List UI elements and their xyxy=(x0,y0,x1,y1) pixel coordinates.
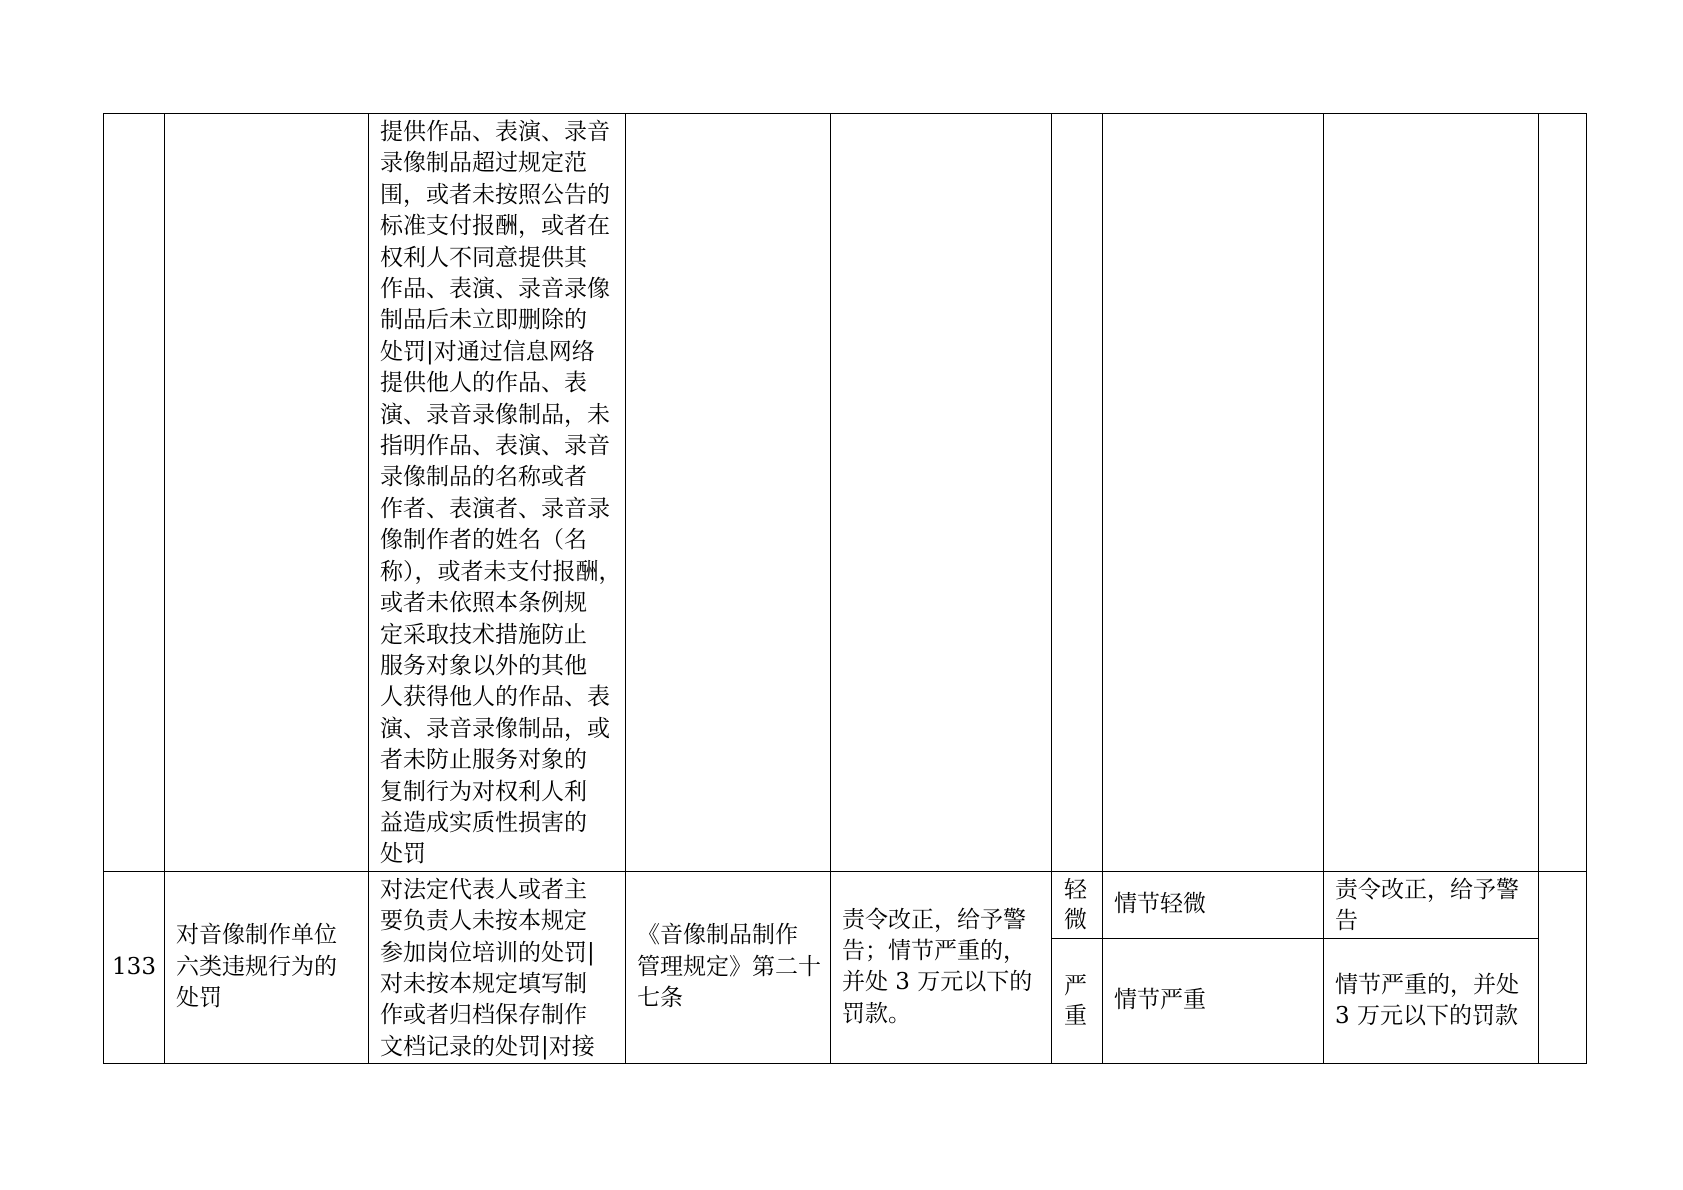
text-line: 演、录音录像制品，未 xyxy=(380,401,610,428)
text-line: 提供他人的作品、表 xyxy=(380,370,587,397)
text-line: 《音像制品制作 xyxy=(637,922,798,949)
text-line: 告 xyxy=(1335,908,1358,935)
text-line: 制品后未立即删除的 xyxy=(380,307,587,334)
standard-cell xyxy=(1324,114,1539,872)
text-line: 像制作者的姓名（名 xyxy=(380,527,587,554)
text-line: 对法定代表人或者主 xyxy=(380,876,587,903)
standard-cell-minor xyxy=(1324,871,1539,938)
penalty-standard-table xyxy=(103,113,1587,1064)
text-line: 对未按本规定填写制 xyxy=(380,970,587,997)
text-line: 演、录音录像制品，或 xyxy=(380,715,610,742)
text-line: 罚款。 xyxy=(842,1000,911,1027)
level-text xyxy=(1052,875,1102,935)
table-row-continued xyxy=(104,114,1587,872)
text-line: 定采取技术措施防止 xyxy=(380,621,587,648)
level-text xyxy=(1052,971,1102,1031)
text-line: 作品、表演、录音录像 xyxy=(380,276,610,303)
text-line: 重 xyxy=(1064,1003,1087,1030)
text-line: 六类违规行为的 xyxy=(176,953,337,980)
text-line: 权利人不同意提供其 xyxy=(380,244,587,271)
standard-text xyxy=(1324,970,1538,1033)
circumstance-cell-minor xyxy=(1103,871,1324,938)
penalty-cell xyxy=(831,871,1052,1063)
text-line: 七条 xyxy=(637,985,683,1012)
basis-text xyxy=(626,920,830,1014)
violation-text xyxy=(369,872,625,1063)
text-line: 3 万元以下的罚款 xyxy=(1335,1003,1518,1030)
text-line: 提供作品、表演、录音 xyxy=(380,119,610,145)
number-cell xyxy=(104,871,165,1063)
text-line: 围，或者未按照公告的 xyxy=(380,181,610,208)
text-line: 录像制品超过规定范 xyxy=(380,150,587,177)
text-line: 标准支付报酬，或者在 xyxy=(380,213,610,240)
circumstance-text: 情节严重 xyxy=(1114,987,1206,1014)
standard-text xyxy=(1324,872,1538,938)
text-line: 对音像制作单位 xyxy=(176,922,337,949)
item-text xyxy=(165,920,368,1014)
violation-cell xyxy=(369,114,626,872)
text-line: 录像制品的名称或者 xyxy=(380,464,587,491)
text-line: 要负责人未按本规定 xyxy=(380,908,587,935)
text-line: 告；情节严重的， xyxy=(842,938,1026,965)
standard-cell-serious xyxy=(1324,939,1539,1064)
number-cell xyxy=(104,114,165,872)
text-line: 或者未依照本条例规 xyxy=(380,590,587,617)
item-cell xyxy=(165,114,369,872)
circumstance-text: 情节轻微 xyxy=(1114,891,1206,918)
text-line: 益造成实质性损害的 xyxy=(380,809,587,836)
remark-cell xyxy=(1539,114,1587,872)
basis-cell xyxy=(626,114,831,872)
level-cell xyxy=(1052,114,1103,872)
text-line: 指明作品、表演、录音 xyxy=(380,433,610,460)
text-line: 处罚 xyxy=(380,841,426,868)
text-line: 参加岗位培训的处罚| xyxy=(380,939,595,966)
text-line: 复制行为对权利人利 xyxy=(380,778,587,805)
table-row-133 xyxy=(104,871,1587,938)
violation-text xyxy=(369,114,625,871)
text-line: 责令改正，给予警 xyxy=(842,906,1026,933)
violation-cell xyxy=(369,871,626,1063)
text-line: 严 xyxy=(1064,973,1087,1000)
circumstance-cell xyxy=(1103,114,1324,872)
level-cell-minor xyxy=(1052,871,1103,938)
text-line: 文档记录的处罚|对接 xyxy=(380,1033,595,1060)
item-cell xyxy=(165,871,369,1063)
text-line: 责令改正，给予警 xyxy=(1335,876,1519,903)
text-line: 微 xyxy=(1064,906,1087,933)
remark-cell xyxy=(1539,871,1587,1063)
text-line: 作或者归档保存制作 xyxy=(380,1002,587,1029)
row-number: 133 xyxy=(112,953,156,980)
basis-cell xyxy=(626,871,831,1063)
text-line: 服务对象以外的其他 xyxy=(380,652,587,679)
text-line: 轻 xyxy=(1064,876,1087,903)
text-line: 处罚 xyxy=(176,985,222,1012)
text-line: 处罚|对通过信息网络 xyxy=(380,338,595,365)
level-cell-serious xyxy=(1052,939,1103,1064)
text-line: 称），或者未支付报酬， xyxy=(380,558,622,585)
text-line: 作者、表演者、录音录 xyxy=(380,495,610,522)
text-line: 者未防止服务对象的 xyxy=(380,747,587,774)
penalty-text xyxy=(831,905,1051,1031)
text-line: 管理规定》第二十 xyxy=(637,953,821,980)
text-line: 并处 3 万元以下的 xyxy=(842,969,1033,996)
penalty-cell xyxy=(831,114,1052,872)
text-line: 情节严重的，并处 xyxy=(1335,971,1519,998)
text-line: 人获得他人的作品、表 xyxy=(380,684,610,711)
circumstance-cell-serious xyxy=(1103,939,1324,1064)
